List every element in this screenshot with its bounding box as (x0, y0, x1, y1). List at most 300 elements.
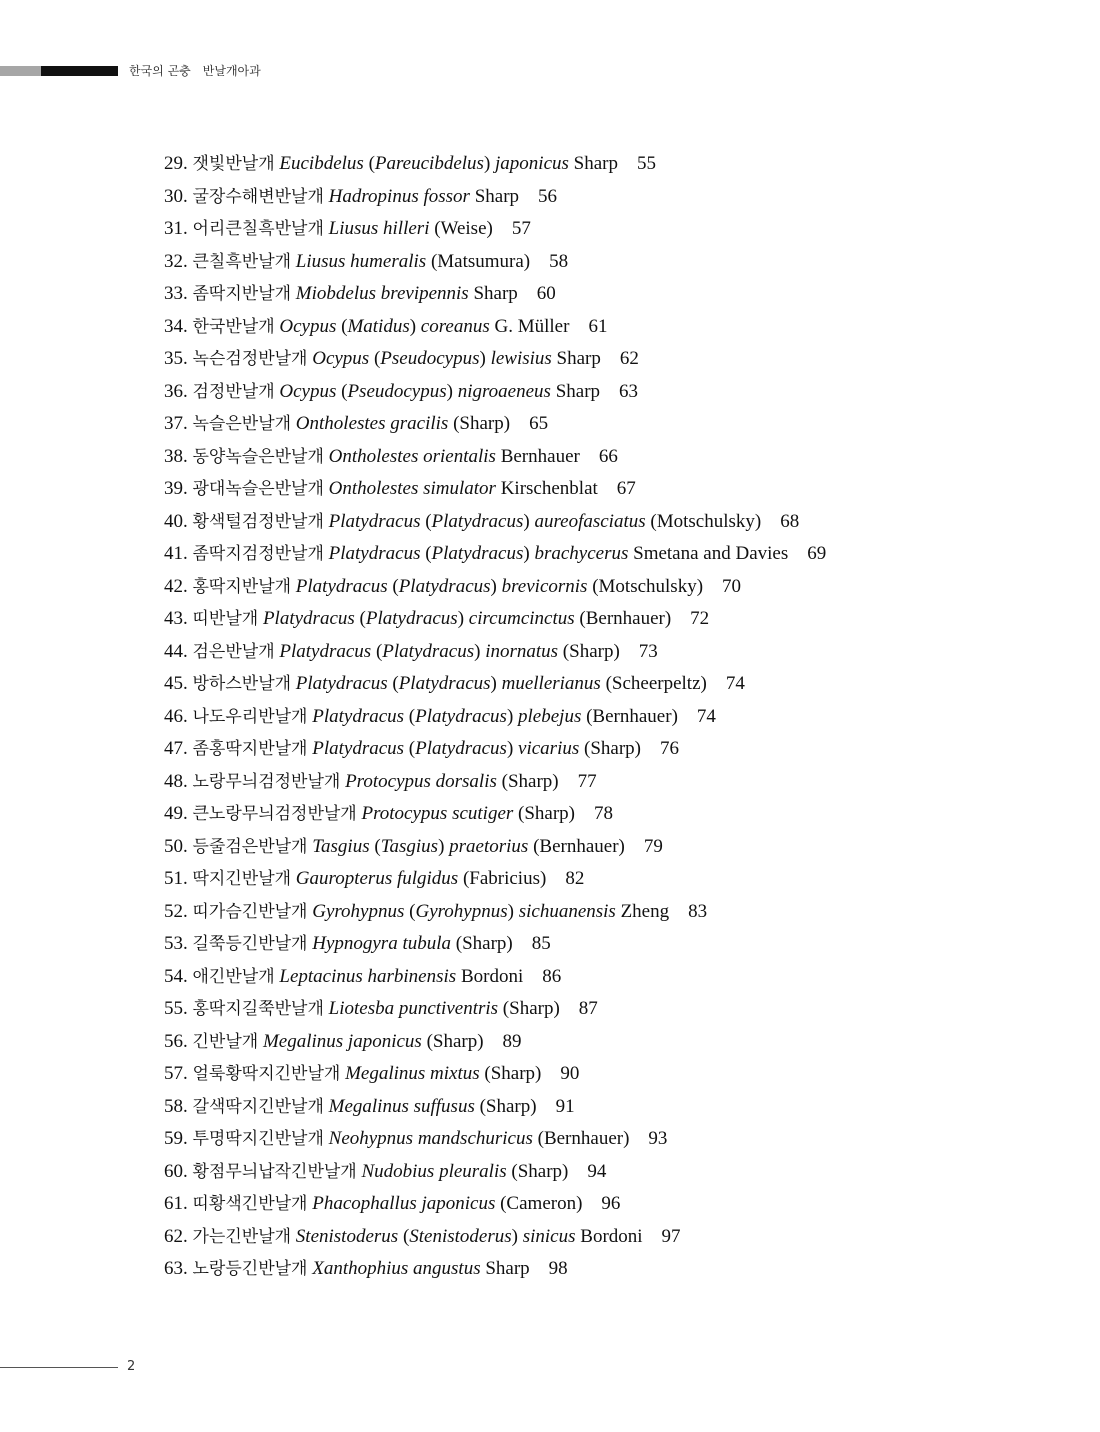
entry-page-number: 83 (688, 900, 708, 922)
scientific-name-italic-part: praetorius (449, 835, 529, 857)
scientific-name-italic-part: Ontholestes gracilis (295, 413, 449, 434)
scientific-name-plain-part: ) (446, 380, 458, 402)
entry-number: 50. (164, 835, 188, 857)
korean-name: 길쭉등긴반날개 (192, 934, 308, 954)
scientific-name (296, 283, 518, 304)
contents-entry (164, 896, 826, 929)
contents-entry (164, 246, 826, 279)
scientific-name-italic-part: brevicornis (501, 575, 588, 597)
scientific-name (329, 1096, 537, 1117)
scientific-name (312, 1258, 529, 1279)
korean-name: 굴장수해변반날개 (192, 186, 324, 207)
scientific-name-plain-part: ( (371, 640, 383, 662)
scientific-name-italic-part: Ontholestes orientalis (328, 445, 496, 467)
entry-number: 48. (164, 770, 188, 792)
scientific-name-plain-part: (Cameron) (495, 1193, 583, 1214)
korean-name: 띠반날개 (192, 609, 259, 629)
korean-name: 동양녹슬은반날개 (192, 446, 324, 467)
korean-name: 애긴반날개 (192, 966, 275, 987)
scientific-name (263, 608, 671, 629)
contents-entry (164, 181, 826, 214)
entry-page-number: 63 (619, 380, 639, 402)
korean-name: 홍딱지반날개 (192, 576, 292, 597)
scientific-name-italic-part: Hypnogyra tubula (312, 933, 452, 954)
scientific-name-italic-part: sinicus (522, 1225, 576, 1247)
scientific-name-italic-part: Megalinus japonicus (262, 1030, 422, 1052)
scientific-name-plain-part: ( (420, 543, 432, 564)
entry-page-number: 96 (601, 1193, 621, 1214)
scientific-name-plain-part: (Bernhauer) (532, 1128, 630, 1149)
contents-entry (164, 1253, 826, 1286)
scientific-name-italic-part: Xanthophius angustus (312, 1258, 481, 1279)
scientific-name-italic-part: sichuanensis (518, 900, 616, 922)
entry-number: 49. (164, 803, 188, 824)
entry-page-number: 55 (636, 153, 656, 174)
scientific-name-italic-part: Platydracus (295, 575, 388, 597)
scientific-name-plain-part: (Sharp) (496, 770, 559, 792)
korean-name: 황점무늬납작긴반날개 (192, 1161, 357, 1182)
scientific-name-plain-part: ( (387, 673, 399, 694)
scientific-name-italic-part: Eucibdelus (279, 153, 364, 174)
contents-entry (164, 278, 826, 311)
scientific-name-plain-part: Sharp (551, 348, 601, 369)
entry-number: 58. (164, 1095, 188, 1117)
scientific-name-plain-part: Bernhauer (495, 445, 580, 467)
scientific-name-plain-part: (Sharp) (474, 1095, 537, 1117)
scientific-name-plain-part: ( (369, 348, 381, 369)
scientific-name (329, 511, 762, 532)
contents-entry (164, 148, 826, 181)
contents-entry (164, 441, 826, 474)
korean-name: 나도우리반날개 (192, 706, 308, 727)
entry-number: 36. (164, 380, 188, 402)
scientific-name (263, 1031, 484, 1052)
scientific-name-italic-part: Tasgius (312, 835, 370, 857)
entry-number: 44. (164, 640, 188, 662)
scientific-name (279, 966, 523, 987)
scientific-name-plain-part: (Weise) (429, 218, 493, 239)
entry-page-number: 73 (638, 640, 658, 662)
scientific-name-italic-part: Miobdelus brevipennis (295, 283, 469, 304)
scientific-name (329, 998, 560, 1019)
entry-page-number: 82 (565, 868, 585, 889)
entry-page-number: 74 (725, 673, 745, 694)
scientific-name-plain-part: (Sharp) (451, 933, 513, 954)
scientific-name (361, 803, 575, 824)
contents-entry (164, 1221, 826, 1254)
korean-name: 등줄검은반날개 (192, 836, 308, 857)
entry-number: 34. (164, 315, 188, 337)
entry-number: 61. (164, 1193, 188, 1214)
scientific-name-plain-part: (Sharp) (479, 1063, 542, 1084)
scientific-name-plain-part: (Motschulsky) (645, 510, 762, 532)
scientific-name-plain-part: ( (420, 510, 432, 532)
scientific-name-plain-part: (Matsumura) (426, 250, 531, 272)
contents-entry (164, 311, 826, 344)
contents-entry (164, 1026, 826, 1059)
scientific-name-italic-part: Liotesba punctiventris (328, 998, 499, 1019)
scientific-name-plain-part: Kirschenblat (495, 478, 598, 499)
scientific-name-italic-part: Neohypnus mandschuricus (328, 1128, 533, 1149)
entry-page-number: 89 (502, 1030, 522, 1052)
scientific-name-plain-part: G. Müller (489, 315, 570, 337)
scientific-name (279, 641, 619, 662)
scientific-name-italic-part: Platydracus (328, 543, 421, 564)
scientific-name-italic-part: Platydracus (312, 738, 405, 759)
scientific-name (312, 933, 513, 954)
scientific-name-plain-part: (Fabricius) (458, 868, 547, 889)
korean-name: 검정반날개 (192, 381, 275, 402)
scientific-name-plain-part: (Sharp) (558, 640, 620, 662)
contents-entry (164, 636, 826, 669)
scientific-name-plain-part: (Sharp) (513, 803, 576, 824)
contents-entry (164, 376, 826, 409)
contents-entry (164, 1188, 826, 1221)
entry-number: 63. (164, 1258, 188, 1279)
scientific-name-plain-part: ) (474, 640, 486, 662)
scientific-name-italic-part: Gauropterus fulgidus (295, 868, 459, 889)
korean-name: 얼룩황딱지긴반날개 (192, 1064, 341, 1084)
korean-name: 띠가슴긴반날개 (192, 901, 308, 922)
entry-number: 32. (164, 250, 188, 272)
scientific-name-plain-part: ( (336, 380, 348, 402)
korean-name: 녹슬은반날개 (192, 414, 292, 434)
korean-name: 딱지긴반날개 (192, 869, 292, 889)
entry-number: 35. (164, 348, 188, 369)
entry-number: 42. (164, 575, 188, 597)
contents-entry (164, 473, 826, 506)
entry-number: 46. (164, 705, 188, 727)
scientific-name (329, 218, 493, 239)
korean-name: 한국반날개 (192, 316, 275, 337)
entry-number: 37. (164, 413, 188, 434)
contents-entry (164, 538, 826, 571)
entry-number: 29. (164, 153, 188, 174)
scientific-name-plain-part: Bordoni (575, 1225, 643, 1247)
scientific-name (361, 1161, 568, 1182)
scientific-name-italic-part: inornatus (485, 640, 559, 662)
scientific-name-italic-part: Platydracus (382, 640, 475, 662)
scientific-name-italic-part: Ocypus (279, 315, 337, 337)
entry-page-number: 77 (577, 770, 597, 792)
contents-entry (164, 831, 826, 864)
entry-page-number: 69 (807, 543, 827, 564)
scientific-name-italic-part: Gyrohypnus (312, 900, 405, 922)
korean-name: 큰칠흑반날개 (192, 251, 292, 272)
scientific-name-plain-part: (Bernhauer) (581, 705, 678, 727)
scientific-name-plain-part: ) (457, 608, 469, 629)
scientific-name-italic-part: Gyrohypnus (415, 900, 508, 922)
scientific-name-plain-part: Zheng (615, 900, 670, 922)
scientific-name-italic-part: Leptacinus harbinensis (279, 965, 457, 987)
scientific-name-plain-part: ) (479, 348, 491, 369)
contents-entry (164, 701, 826, 734)
korean-name: 녹슨검정반날개 (192, 349, 308, 369)
scientific-name-plain-part: (Bernhauer) (574, 608, 672, 629)
scientific-name-italic-part: Platydracus (328, 510, 421, 532)
entry-number: 39. (164, 478, 188, 499)
scientific-name (329, 1128, 630, 1149)
scientific-name-italic-part: lewisius (490, 348, 552, 369)
entry-page-number: 91 (555, 1095, 575, 1117)
scientific-name-plain-part: ) (506, 738, 519, 759)
korean-name: 띠황색긴반날개 (192, 1194, 308, 1214)
korean-name: 잿빛반날개 (192, 154, 275, 174)
scientific-name-plain-part: Sharp (550, 380, 601, 402)
scientific-name (296, 673, 707, 694)
entry-page-number: 58 (549, 250, 569, 272)
contents-entry (164, 928, 826, 961)
entry-number: 62. (164, 1225, 188, 1247)
entry-number: 41. (164, 543, 188, 564)
entry-number: 56. (164, 1030, 188, 1052)
scientific-name-plain-part: ) (506, 705, 519, 727)
scientific-name-italic-part: Platydracus (312, 705, 405, 727)
scientific-name-italic-part: Platydracus (262, 608, 355, 629)
running-header (129, 63, 261, 79)
scientific-name-italic-part: circumcinctus (468, 608, 575, 629)
entry-number: 31. (164, 218, 188, 239)
entry-number: 47. (164, 738, 188, 759)
contents-entry (164, 1156, 826, 1189)
contents-entry (164, 733, 826, 766)
header-accent-bar-black (41, 66, 118, 76)
species-contents-list (164, 148, 826, 1286)
header-section-title: 반날개아과 (202, 64, 261, 78)
scientific-name-italic-part: Protocypus dorsalis (345, 770, 497, 792)
entry-page-number: 97 (661, 1225, 681, 1247)
scientific-name-italic-part: Matidus (347, 315, 410, 337)
scientific-name-plain-part: ( (354, 608, 366, 629)
scientific-name-plain-part: ) (490, 673, 502, 694)
contents-entry (164, 408, 826, 441)
scientific-name-plain-part: ( (336, 315, 348, 337)
entry-number: 38. (164, 445, 188, 467)
contents-entry (164, 506, 826, 539)
scientific-name-italic-part: Hadropinus fossor (328, 185, 470, 207)
scientific-name-plain-part: ) (511, 1225, 523, 1247)
scientific-name (312, 901, 669, 922)
entry-number: 45. (164, 673, 188, 694)
scientific-name-plain-part: ( (404, 738, 416, 759)
scientific-name-plain-part: Sharp (568, 153, 618, 174)
scientific-name (312, 1193, 582, 1214)
scientific-name-italic-part: Platydracus (279, 640, 372, 662)
scientific-name-plain-part: Bordoni (456, 965, 524, 987)
contents-entry (164, 798, 826, 831)
footer-rule (0, 1367, 118, 1368)
scientific-name-plain-part: ) (507, 900, 519, 922)
scientific-name (329, 186, 519, 207)
scientific-name-italic-part: Tasgius (380, 835, 439, 857)
korean-name: 어리큰칠흑반날개 (192, 219, 324, 239)
contents-entry (164, 993, 826, 1026)
scientific-name (296, 413, 510, 434)
entry-page-number: 74 (696, 705, 716, 727)
scientific-name (312, 836, 625, 857)
scientific-name-italic-part: Platydracus (295, 673, 388, 694)
scientific-name-plain-part: Sharp (468, 283, 518, 304)
scientific-name-plain-part: (Bernhauer) (528, 835, 625, 857)
scientific-name-italic-part: muellerianus (501, 673, 601, 694)
scientific-name (345, 771, 559, 792)
korean-name: 좀딱지반날개 (192, 284, 292, 304)
entry-page-number: 57 (511, 218, 531, 239)
entry-number: 52. (164, 900, 188, 922)
scientific-name-italic-part: Platydracus (415, 738, 507, 759)
scientific-name-italic-part: vicarius (518, 738, 580, 759)
scientific-name-italic-part: Liusus humeralis (295, 250, 427, 272)
contents-entry (164, 1123, 826, 1156)
scientific-name-italic-part: japonicus (495, 153, 569, 174)
scientific-name-plain-part: (Sharp) (421, 1030, 484, 1052)
scientific-name-italic-part: Ocypus (312, 348, 370, 369)
entry-page-number: 86 (542, 965, 562, 987)
scientific-name-plain-part: Sharp (480, 1258, 530, 1279)
scientific-name-italic-part: Nudobius pleuralis (361, 1160, 507, 1182)
korean-name: 투명딱지긴반날개 (192, 1129, 324, 1149)
scientific-name-italic-part: Megalinus suffusus (328, 1095, 475, 1117)
scientific-name-italic-part: Pseudocypus (380, 348, 480, 369)
entry-page-number: 78 (594, 803, 614, 824)
scientific-name-plain-part: (Sharp) (498, 998, 560, 1019)
scientific-name-plain-part: ( (369, 835, 381, 857)
korean-name: 좀홍딱지반날개 (192, 739, 308, 759)
scientific-name-italic-part: Pseudocypus (347, 380, 447, 402)
korean-name: 갈색딱지긴반날개 (192, 1096, 324, 1117)
contents-entry (164, 603, 826, 636)
scientific-name (329, 478, 598, 499)
page-number: 2 (127, 1359, 136, 1374)
scientific-name-italic-part: Liusus hilleri (328, 218, 430, 239)
scientific-name-plain-part: (Sharp) (579, 738, 641, 759)
scientific-name (312, 738, 641, 759)
contents-entry (164, 961, 826, 994)
contents-entry (164, 1058, 826, 1091)
scientific-name-plain-part: Sharp (469, 185, 520, 207)
entry-page-number: 61 (588, 315, 608, 337)
entry-number: 57. (164, 1063, 188, 1084)
entry-page-number: 94 (587, 1160, 607, 1182)
entry-page-number: 98 (548, 1258, 568, 1279)
scientific-name-plain-part: ) (409, 315, 421, 337)
korean-name: 노랑등긴반날개 (192, 1259, 308, 1279)
scientific-name-plain-part: ) (438, 835, 450, 857)
entry-page-number: 56 (538, 185, 558, 207)
scientific-name (312, 706, 678, 727)
scientific-name-plain-part: ( (404, 705, 416, 727)
scientific-name-plain-part: (Motschulsky) (587, 575, 704, 597)
scientific-name (296, 868, 547, 889)
scientific-name-plain-part: ( (387, 575, 399, 597)
entry-number: 55. (164, 998, 188, 1019)
contents-entry (164, 343, 826, 376)
scientific-name-plain-part: ( (398, 1225, 410, 1247)
entry-page-number: 85 (531, 933, 551, 954)
entry-number: 51. (164, 868, 188, 889)
scientific-name-italic-part: Pareucibdelus (374, 153, 484, 174)
scientific-name (312, 348, 601, 369)
scientific-name-plain-part: (Sharp) (448, 413, 511, 434)
scientific-name-plain-part: ( (404, 900, 416, 922)
scientific-name-italic-part: Megalinus mixtus (345, 1063, 480, 1084)
scientific-name (279, 153, 618, 174)
entry-number: 40. (164, 510, 188, 532)
contents-entry (164, 571, 826, 604)
korean-name: 황색털검정반날개 (192, 511, 324, 532)
entry-page-number: 65 (529, 413, 549, 434)
scientific-name-italic-part: Stenistoderus (295, 1225, 399, 1247)
scientific-name-italic-part: Platydracus (398, 673, 491, 694)
entry-page-number: 93 (648, 1128, 668, 1149)
contents-entry (164, 766, 826, 799)
korean-name: 광대녹슬은반날개 (192, 479, 324, 499)
scientific-name-plain-part: ) (523, 543, 535, 564)
scientific-name (279, 316, 569, 337)
scientific-name-plain-part: ( (363, 153, 375, 174)
header-book-title: 한국의 곤충 (129, 64, 191, 78)
entry-page-number: 62 (619, 348, 639, 369)
entry-page-number: 70 (722, 575, 742, 597)
korean-name: 가는긴반날개 (192, 1226, 292, 1247)
entry-number: 33. (164, 283, 188, 304)
scientific-name-italic-part: nigroaeneus (457, 380, 551, 402)
entry-page-number: 90 (560, 1063, 580, 1084)
scientific-name-plain-part: Smetana and Davies (628, 543, 789, 564)
scientific-name-italic-part: Platydracus (415, 705, 507, 727)
entry-page-number: 67 (616, 478, 636, 499)
scientific-name-italic-part: Protocypus scutiger (361, 803, 514, 824)
scientific-name-plain-part: (Scheerpeltz) (600, 673, 707, 694)
entry-number: 30. (164, 185, 188, 207)
scientific-name-italic-part: coreanus (420, 315, 490, 337)
scientific-name-italic-part: Platydracus (431, 543, 524, 564)
korean-name: 노랑무늬검정반날개 (192, 771, 341, 792)
scientific-name-italic-part: Platydracus (398, 575, 491, 597)
scientific-name (279, 381, 600, 402)
entry-number: 59. (164, 1128, 188, 1149)
korean-name: 방하스반날개 (192, 674, 292, 694)
entry-page-number: 68 (780, 510, 800, 532)
entry-page-number: 79 (643, 835, 663, 857)
scientific-name-plain-part: ) (490, 575, 502, 597)
scientific-name-italic-part: brachycerus (534, 543, 629, 564)
korean-name: 홍딱지길쭉반날개 (192, 999, 324, 1019)
contents-entry (164, 213, 826, 246)
scientific-name-italic-part: Platydracus (365, 608, 458, 629)
contents-entry (164, 668, 826, 701)
scientific-name-plain-part: ) (523, 510, 535, 532)
scientific-name-plain-part: (Sharp) (506, 1160, 569, 1182)
scientific-name-italic-part: Ocypus (279, 380, 337, 402)
entry-number: 60. (164, 1160, 188, 1182)
scientific-name-italic-part: Phacophallus japonicus (312, 1193, 496, 1214)
scientific-name (329, 543, 789, 564)
scientific-name-italic-part: Stenistoderus (409, 1225, 512, 1247)
scientific-name-italic-part: aureofasciatus (534, 510, 646, 532)
scientific-name (296, 251, 530, 272)
korean-name: 검은반날개 (192, 641, 275, 662)
scientific-name-italic-part: plebejus (518, 705, 582, 727)
entry-number: 54. (164, 965, 188, 987)
scientific-name (329, 446, 580, 467)
header-accent-bar-gray (0, 66, 41, 76)
scientific-name (296, 1226, 643, 1247)
entry-page-number: 72 (690, 608, 710, 629)
entry-number: 43. (164, 608, 188, 629)
scientific-name (345, 1063, 541, 1084)
scientific-name-italic-part: Platydracus (431, 510, 524, 532)
